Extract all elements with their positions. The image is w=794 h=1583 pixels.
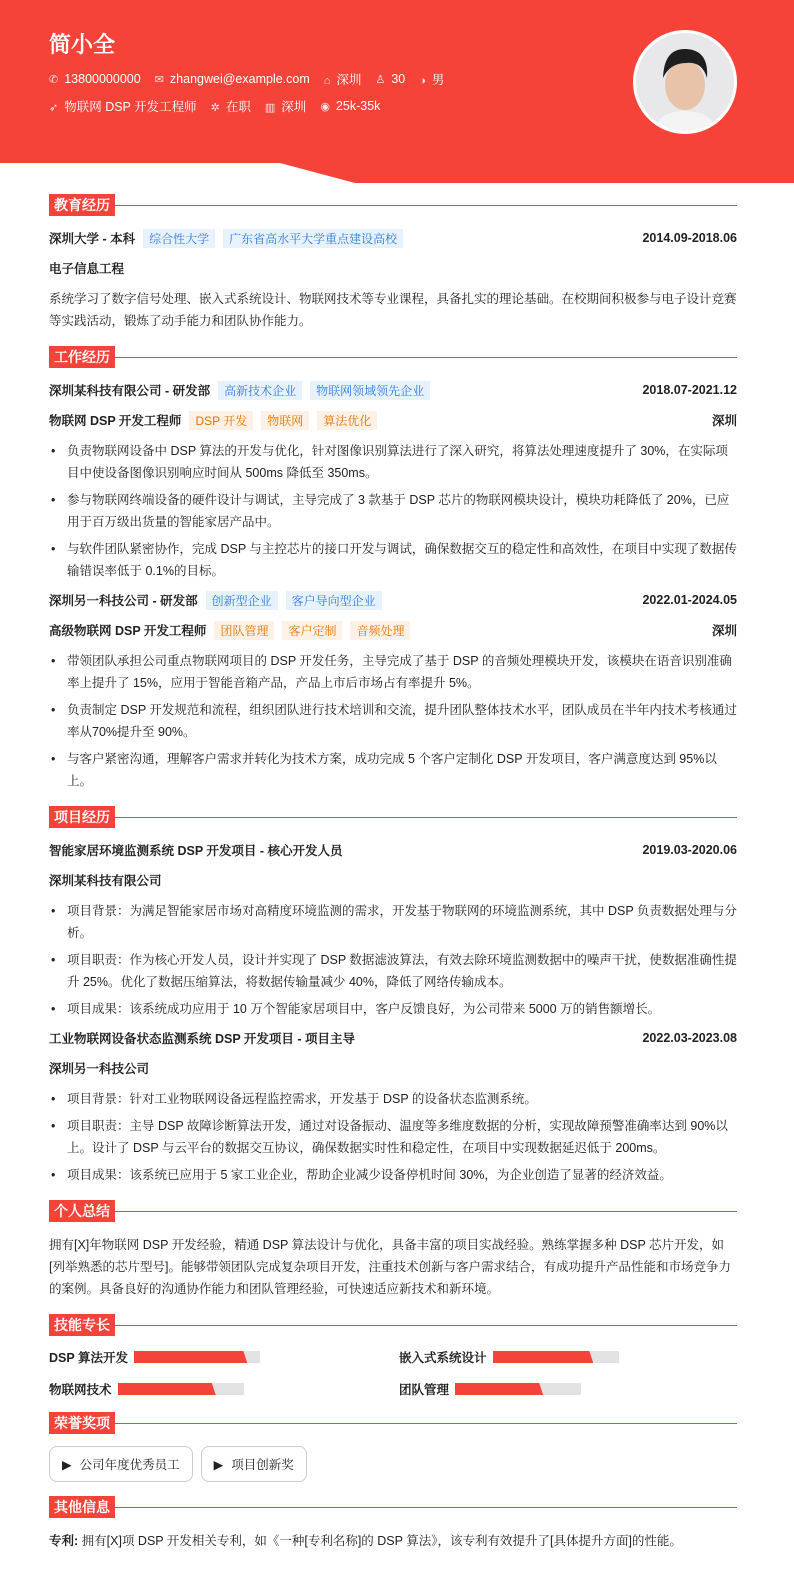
section-skills: 技能专长 xyxy=(49,1314,737,1336)
tag: 综合性大学 xyxy=(143,229,215,248)
date: 2018.07-2021.12 xyxy=(642,383,737,397)
edu-desc: 系统学习了数字信号处理、嵌入式系统设计、物联网技术等专业课程，具备扎实的理论基础。在校期间积极参与电子设计竞赛等实践活动，锻炼了动手能力和团队协作能力。 xyxy=(49,292,737,328)
building-icon: ▥ xyxy=(264,102,276,114)
project-name: 工业物联网设备状态监测系统 DSP 开发项目 - 项目主导 xyxy=(49,1032,356,1046)
tag: 广东省高水平大学重点建设高校 xyxy=(223,229,403,248)
summary-text: 拥有[X]年物联网 DSP 开发经验，精通 DSP 算法设计与优化，具备丰富的项目实战经验。熟练掌握多种 DSP 芯片开发，如[列举熟悉的芯片型号]。能够带领团队完成复杂项目开发，注重技术创新与客户需求结合，有成功提升产品性能和市场竞争力的案例。具备良好的沟通协作能力和团队管理经验，可快速适应新技术和新环境。 xyxy=(49,1238,731,1296)
skill-tag: 物联网 xyxy=(261,411,309,430)
work-entry xyxy=(49,380,737,582)
status-icon: ✲ xyxy=(210,102,220,114)
tag: 创新型企业 xyxy=(206,591,278,610)
skill-bar xyxy=(118,1383,244,1395)
skill-tag: DSP 开发 xyxy=(189,411,253,430)
bullet: • 与软件团队紧密协作，完成 DSP 与主控芯片的接口开发与调试，确保数据交互的稳定性和高效性，在项目中实现了数据传输错误率低于 0.1%的目标。 xyxy=(49,538,737,582)
bullet: • 参与物联网终端设备的硬件设计与调试，主导完成了 3 款基于 DSP 芯片的物联网模块设计，模块功耗降低了 20%，已应用于百万级出货量的智能家居产品中。 xyxy=(49,489,737,533)
project-company: 深圳另一科技公司 xyxy=(49,1062,150,1076)
bullet: • 项目背景：为满足智能家居市场对高精度环境监测的需求，开发基于物联网的环境监测系统，其中 DSP 负责数据处理与分析。 xyxy=(49,900,737,944)
section-work: 工作经历 xyxy=(49,346,737,368)
position: 物联网 DSP 开发工程师 xyxy=(49,414,182,428)
skill-name: DSP 算法开发 xyxy=(49,1351,128,1365)
project-entry xyxy=(49,840,737,1020)
date: 2022.03-2023.08 xyxy=(642,1031,737,1045)
bullet: • 项目成果：该系统已应用于 5 家工业企业，帮助企业减少设备停机时间 30%，为企业创造了显著的经济效益。 xyxy=(49,1164,737,1186)
patent-info: 专利: 拥有[X]项 DSP 开发相关专利，如《一种[专利名称]的 DSP 算法》，该专利有效提升了[具体提升方面]的性能。 xyxy=(49,1534,682,1548)
section-summary: 个人总结 xyxy=(49,1200,737,1222)
major: 电子信息工程 xyxy=(49,262,125,276)
tag: 高新技术企业 xyxy=(218,381,302,400)
age: 30 xyxy=(391,72,406,86)
bullet: • 项目成果：该系统成功应用于 10 万个智能家居项目中，客户反馈良好，为公司带来 5000 万的销售额增长。 xyxy=(49,998,737,1020)
skill-name: 嵌入式系统设计 xyxy=(399,1351,487,1365)
skill-item xyxy=(49,1380,399,1398)
contact-info xyxy=(49,70,444,88)
phone-icon: ✆ xyxy=(49,74,59,86)
section-projects: 项目经历 xyxy=(49,806,737,828)
bullet: • 项目职责：作为核心开发人员，设计并实现了 DSP 数据滤波算法，有效去除环境监测数据中的噪声干扰，使数据准确性提升 25%。优化了数据压缩算法，将数据传输量减少 40%，降低了网络传输成本。 xyxy=(49,949,737,993)
skill-item xyxy=(399,1348,737,1366)
gender: 男 xyxy=(431,73,445,87)
bullet: • 负责物联网设备中 DSP 算法的开发与优化，针对图像识别算法进行了深入研究，将算法处理速度提升了 30%，在实际项目中使设备图像识别响应时间从 500ms 降低至 350ms。 xyxy=(49,440,737,484)
position: 高级物联网 DSP 开发工程师 xyxy=(49,624,207,638)
job-info xyxy=(49,97,380,115)
skill-tag: 团队管理 xyxy=(214,621,274,640)
skill-tag: 音频处理 xyxy=(350,621,410,640)
city: 深圳 xyxy=(711,624,737,638)
skill-name: 物联网技术 xyxy=(49,1383,112,1397)
skill-item xyxy=(49,1348,399,1366)
company: 深圳某科技有限公司 - 研发部 xyxy=(49,384,211,398)
award-item: ▶ 公司年度优秀员工 xyxy=(49,1446,193,1482)
company: 深圳另一科技公司 - 研发部 xyxy=(49,594,198,608)
date: 2014.09-2018.06 xyxy=(642,231,737,245)
project-company: 深圳某科技有限公司 xyxy=(49,874,162,888)
section-other: 其他信息 xyxy=(49,1496,737,1518)
skill-bar xyxy=(455,1383,581,1395)
home-icon: ⌂ xyxy=(323,75,331,87)
bullet: • 项目背景：针对工业物联网设备远程监控需求，开发基于 DSP 的设备状态监测系统。 xyxy=(49,1088,737,1110)
salary-icon: ◉ xyxy=(320,101,330,113)
tag: 物联网领域领先企业 xyxy=(310,381,430,400)
job-title: 物联网 DSP 开发工程师 xyxy=(64,100,197,114)
cake-icon: ♙ xyxy=(375,74,386,86)
work-entry xyxy=(49,590,737,792)
triangle-icon: ▶ xyxy=(62,1457,72,1472)
school: 深圳大学 - 本科 xyxy=(49,232,136,246)
avatar xyxy=(633,30,737,134)
bullet: • 项目职责：主导 DSP 故障诊断算法开发，通过对设备振动、温度等多维度数据的分析，实现故障预警准确率达到 90%以上。设计了 DSP 与云平台的数据交互协议，确保数据实时性和稳定性，在项目中实现数据延迟低于 200ms。 xyxy=(49,1115,737,1159)
date: 2019.03-2020.06 xyxy=(642,843,737,857)
project-name: 智能家居环境监测系统 DSP 开发项目 - 核心开发人员 xyxy=(49,844,343,858)
bullet: • 与客户紧密沟通，理解客户需求并转化为技术方案，成功完成 5 个客户定制化 DSP 开发项目，客户满意度达到 95%以上。 xyxy=(49,748,737,792)
skill-bar xyxy=(134,1351,260,1363)
bullet: • 带领团队承担公司重点物联网项目的 DSP 开发任务，主导完成了基于 DSP 的音频处理模块开发，该模块在语音识别准确率上提升了 15%，应用于智能音箱产品，产品上市后市场占有率提升 5%。 xyxy=(49,650,737,694)
mail-icon: ✉ xyxy=(154,74,164,86)
candidate-name: 简小全 xyxy=(49,32,116,57)
phone: 13800000000 xyxy=(64,72,141,86)
job-status: 在职 xyxy=(225,100,251,114)
work-city: 深圳 xyxy=(281,100,307,114)
salary: 25k-35k xyxy=(335,99,381,113)
skill-tag: 算法优化 xyxy=(317,411,377,430)
email: zhangwei@example.com xyxy=(169,72,310,86)
city: 深圳 xyxy=(711,414,737,428)
send-icon: ➶ xyxy=(49,102,59,114)
skill-bar xyxy=(493,1351,619,1363)
gender-icon: ◑ xyxy=(419,75,426,87)
skill-name: 团队管理 xyxy=(399,1383,450,1397)
skill-tag: 客户定制 xyxy=(282,621,342,640)
section-awards: 荣誉奖项 xyxy=(49,1412,737,1434)
date: 2022.01-2024.05 xyxy=(642,593,737,607)
bullet: • 负责制定 DSP 开发规范和流程，组织团队进行技术培训和交流，提升团队整体技术水平，团队成员在半年内技术考核通过率从70%提升至 90%。 xyxy=(49,699,737,743)
skill-item xyxy=(399,1380,737,1398)
project-entry xyxy=(49,1028,737,1186)
award-item: ▶ 项目创新奖 xyxy=(201,1446,307,1482)
section-education: 教育经历 xyxy=(49,194,737,216)
tag: 客户导向型企业 xyxy=(286,591,382,610)
triangle-icon: ▶ xyxy=(213,1457,224,1472)
city: 深圳 xyxy=(336,73,362,87)
